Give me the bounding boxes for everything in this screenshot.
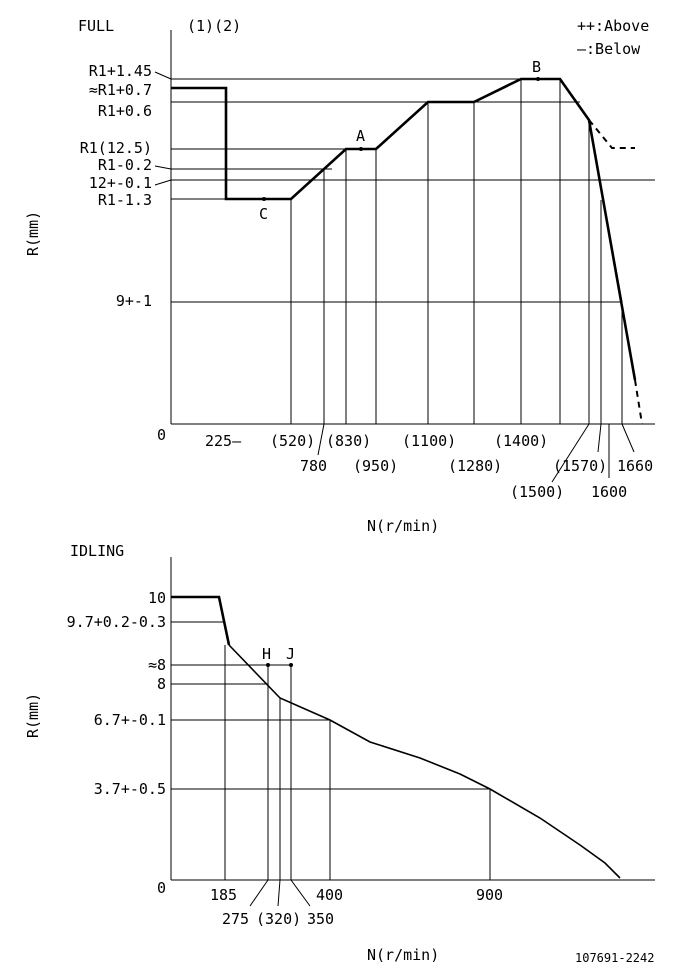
full-title: FULL xyxy=(78,17,115,35)
x-label-1500: (1500) xyxy=(510,483,565,501)
y-label-r1-06: R1+0.6 xyxy=(97,102,152,120)
point-c-label: C xyxy=(259,205,269,223)
idling-x-label-185: 185 xyxy=(210,886,238,904)
full-dash-above xyxy=(589,120,635,148)
y-label-approx-r1-07: ≈R1+0.7 xyxy=(88,81,152,99)
full-curve xyxy=(171,79,635,380)
point-b-marker xyxy=(536,77,540,81)
y-label-12: 12+-0.1 xyxy=(88,174,152,192)
idling-y-label-97: 9.7+0.2-0.3 xyxy=(66,613,166,631)
xleader-1570 xyxy=(598,424,601,452)
y-label-r1: R1(12.5) xyxy=(79,139,152,157)
idling-title: IDLING xyxy=(70,542,125,560)
y-label-r1-13: R1-1.3 xyxy=(97,191,152,209)
xleader-350 xyxy=(291,880,310,906)
point-j-marker xyxy=(289,663,293,667)
idling-x-label-900: 900 xyxy=(476,886,504,904)
idling-chart xyxy=(24,542,655,964)
idling-x-label-350: 350 xyxy=(307,910,335,928)
idling-y-axis-title: R(mm) xyxy=(24,692,42,738)
idling-curve xyxy=(229,645,620,878)
document-id: 107691-2242 xyxy=(575,951,655,965)
full-y-axis-title: R(mm) xyxy=(24,210,42,256)
x-label-1400: (1400) xyxy=(494,432,549,450)
xleader-1660 xyxy=(622,424,634,452)
leader-r1-145 xyxy=(155,72,171,79)
xleader-275 xyxy=(250,880,268,906)
full-thin-cutoff xyxy=(589,120,622,302)
full-notes: (1)(2) xyxy=(187,17,242,35)
xleader-780 xyxy=(318,424,324,455)
idling-x-label-400: 400 xyxy=(316,886,344,904)
leader-r1-02 xyxy=(155,166,171,169)
point-c-marker xyxy=(262,197,266,201)
y-label-r1-145: R1+1.45 xyxy=(88,62,152,80)
idling-curve-bold xyxy=(171,597,229,645)
idling-origin-label: 0 xyxy=(157,879,167,897)
idling-x-axis-title: N(r/min) xyxy=(367,946,440,964)
x-label-830: (830) xyxy=(326,432,372,450)
full-dash-tail xyxy=(635,380,642,424)
leader-12 xyxy=(155,180,171,185)
idling-y-label-37: 3.7+-0.5 xyxy=(93,780,166,798)
x-label-1600: 1600 xyxy=(591,483,628,501)
idling-y-label-approx-8: ≈8 xyxy=(147,656,166,674)
x-label-1660: 1660 xyxy=(617,457,654,475)
full-chart xyxy=(24,17,655,535)
point-a-marker xyxy=(359,147,363,151)
legend-below: —:Below xyxy=(577,40,641,58)
point-h-label: H xyxy=(262,645,272,663)
point-j-label: J xyxy=(286,645,296,663)
point-a-label: A xyxy=(356,127,366,145)
x-label-225: 225— xyxy=(205,432,242,450)
idling-y-label-10: 10 xyxy=(147,589,166,607)
y-label-9: 9+-1 xyxy=(115,292,152,310)
y-label-r1-02: R1-0.2 xyxy=(97,156,152,174)
point-h-marker xyxy=(266,663,270,667)
x-label-520: (520) xyxy=(270,432,316,450)
xleader-320 xyxy=(278,880,280,906)
x-label-1570: (1570) xyxy=(553,457,608,475)
full-origin-label: 0 xyxy=(157,426,167,444)
idling-y-label-67: 6.7+-0.1 xyxy=(93,711,166,729)
legend-above: ++:Above xyxy=(577,17,650,35)
x-label-950: (950) xyxy=(353,457,399,475)
x-label-1280: (1280) xyxy=(448,457,503,475)
idling-y-label-8: 8 xyxy=(156,675,166,693)
idling-x-label-320: (320) xyxy=(256,910,302,928)
x-label-780: 780 xyxy=(300,457,328,475)
point-b-label: B xyxy=(532,58,542,76)
idling-x-label-275: 275 xyxy=(222,910,250,928)
x-label-1100: (1100) xyxy=(402,432,457,450)
full-x-axis-title: N(r/min) xyxy=(367,517,440,535)
